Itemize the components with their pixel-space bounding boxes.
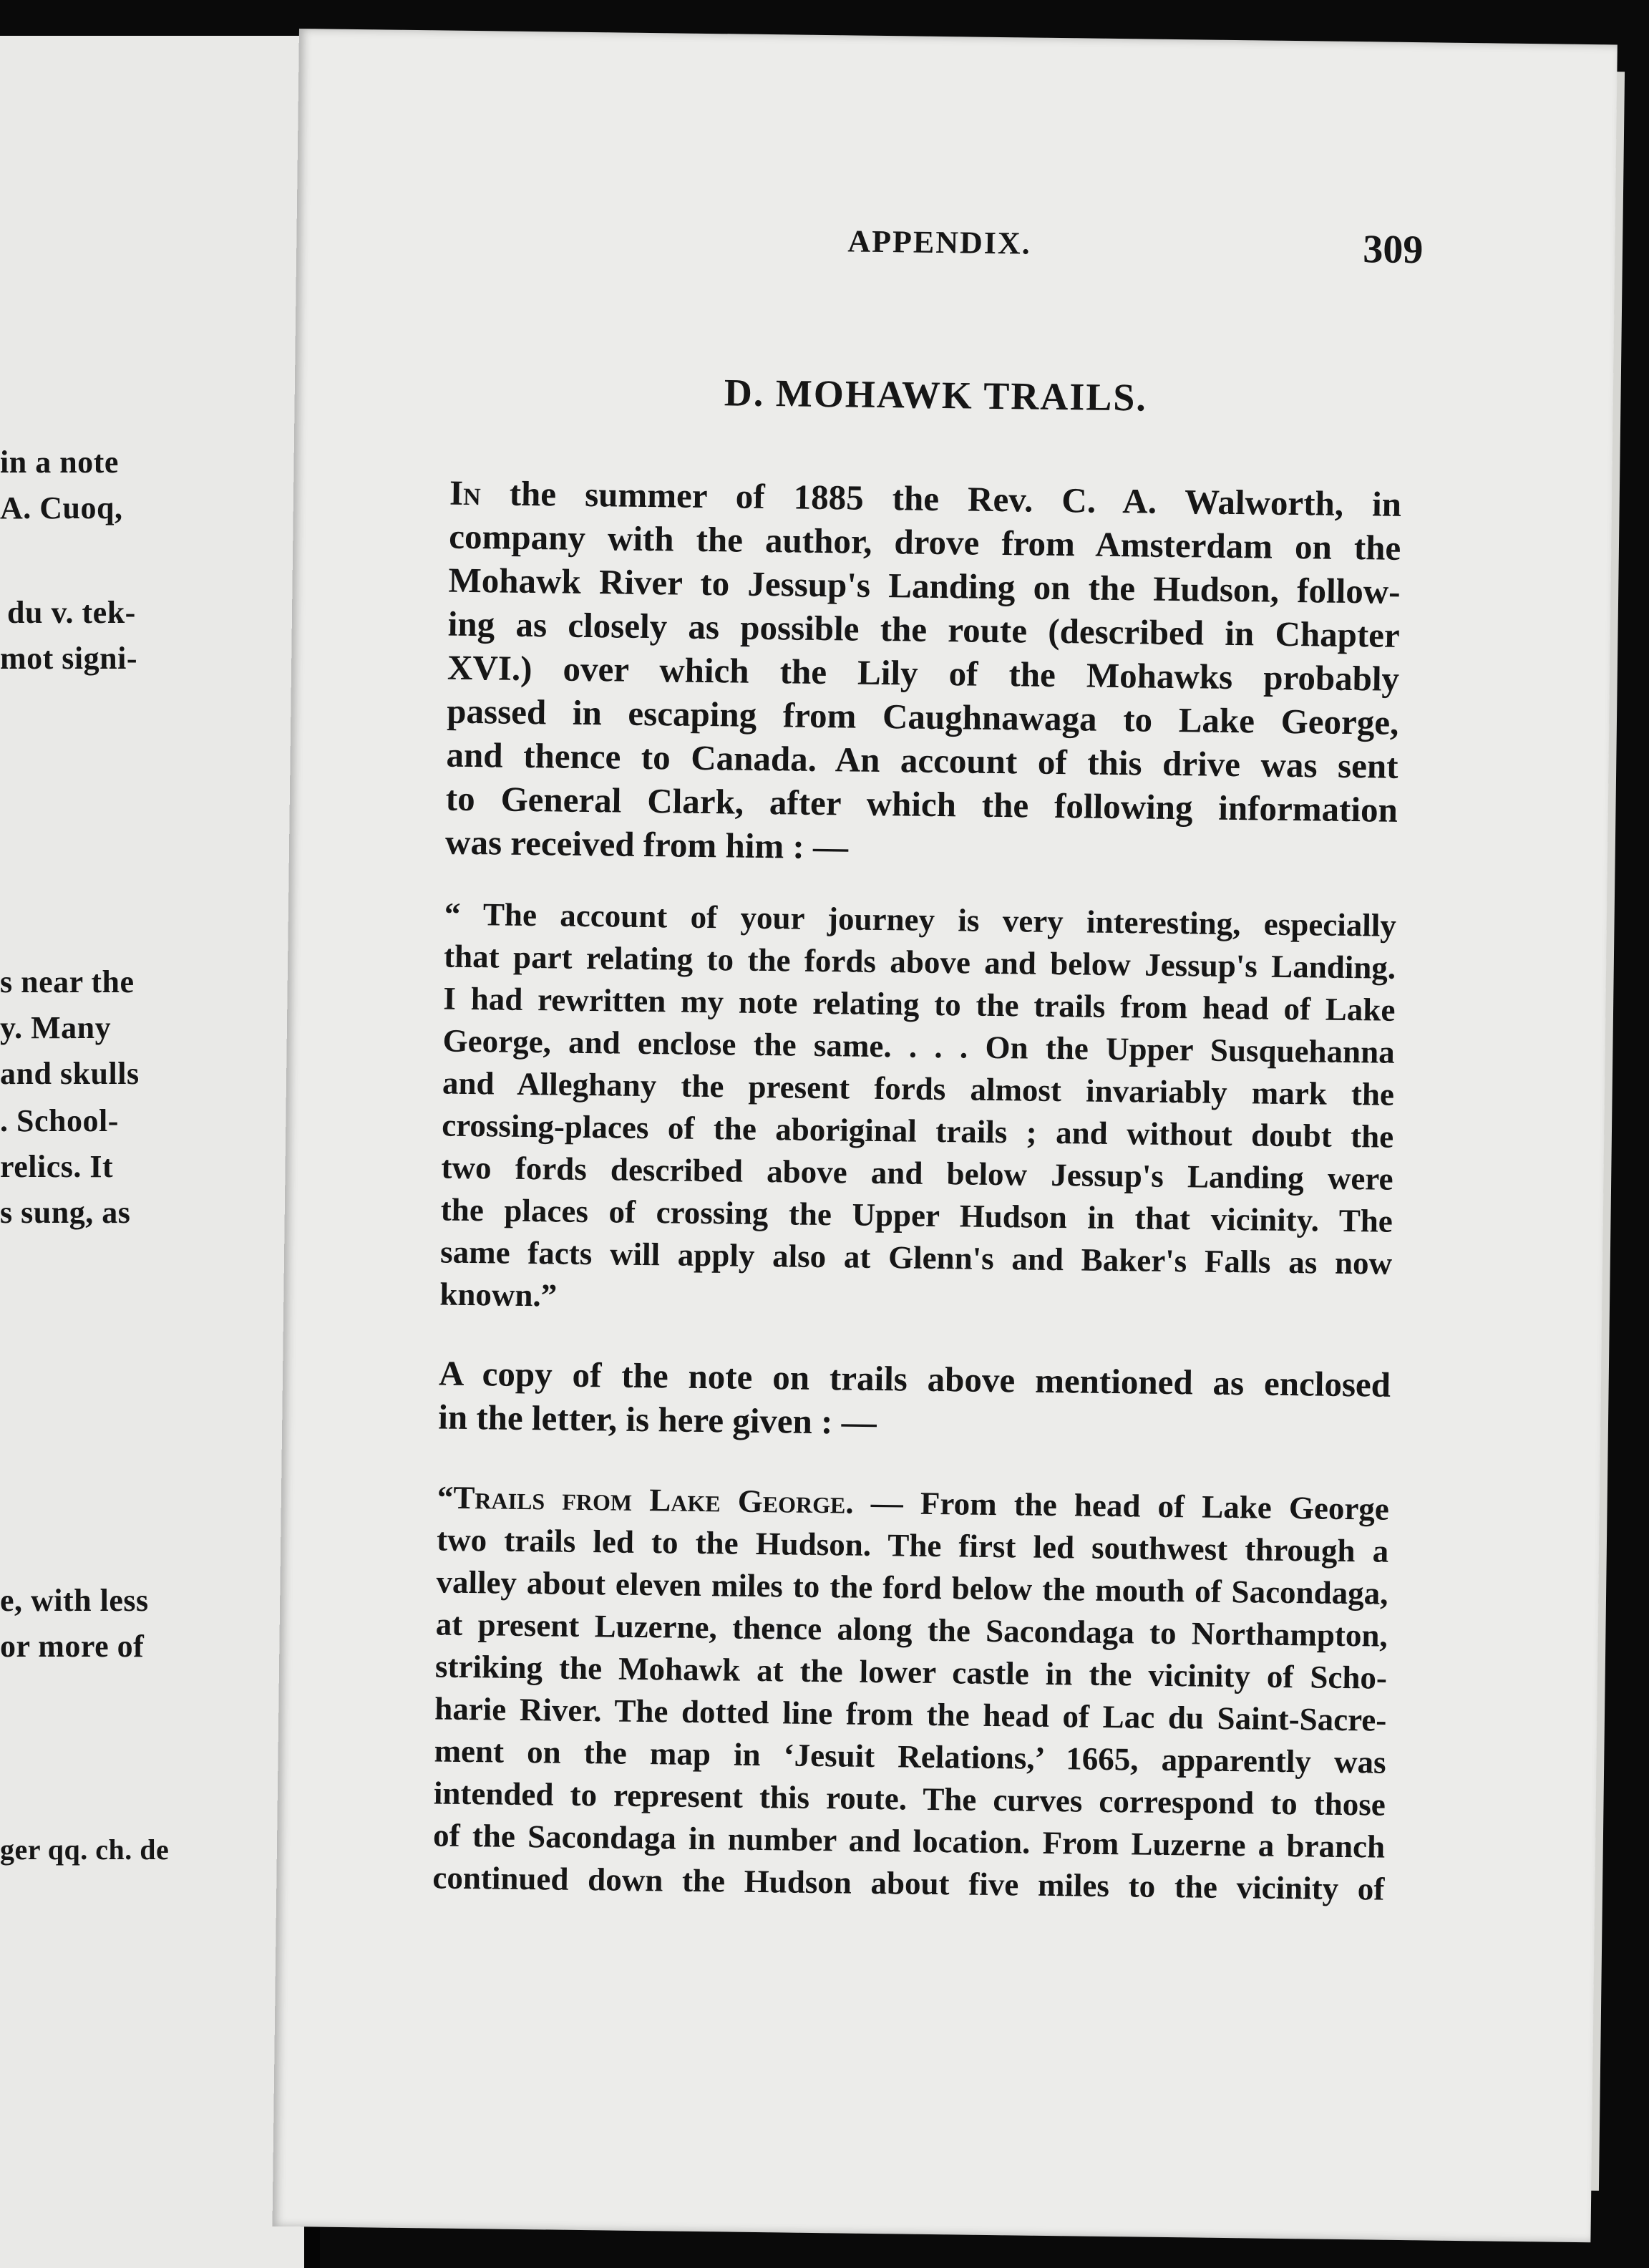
text-line: I had rewritten my note relating to the trails from head of Lake <box>443 980 1396 1028</box>
page-number: 309 <box>1362 227 1424 273</box>
text-line: was received from him : — <box>444 822 849 867</box>
text-line: Mohawk River to Jessup's Landing on the Hudson, follow- <box>448 560 1401 611</box>
quote-heading: “Trails from Lake George. <box>437 1479 854 1521</box>
section-title: D. MOHAWK TRAILS. <box>724 371 1148 420</box>
text-line: passed in escaping from Caughnawaga to Lake George, <box>447 691 1399 742</box>
paragraph-2 <box>438 1352 1391 1450</box>
running-head: APPENDIX. <box>847 223 1032 261</box>
text-line: known.” <box>439 1276 558 1314</box>
left-page-line: A. Cuoq, <box>0 490 123 525</box>
text-line: to General Clark, after which the following information <box>445 778 1399 830</box>
left-page-line: ger qq. ch. de <box>0 1833 170 1866</box>
text-line: and thence to Canada. An account of this drive was sent <box>446 735 1399 786</box>
text-line: A copy of the note on trails above mentioned as enclosed <box>438 1353 1391 1405</box>
text-line: harie River. The dotted line from the head of Lac du Saint-Sacre- <box>434 1690 1387 1738</box>
text-line: that part relating to the fords above and below Jessup's Landing. <box>443 938 1396 986</box>
text-line: ing as closely as possible the route (described in Chapter <box>447 604 1401 655</box>
left-page-line: and skulls <box>0 1056 140 1091</box>
text-line: intended to represent this route. The curves correspond to those <box>433 1775 1386 1823</box>
text-line: of the Sacondaga in number and location. From Luzerne a branch <box>432 1817 1386 1865</box>
text-line: in the letter, is here given : — <box>437 1397 877 1442</box>
text-line: same facts will apply also at Glenn's and Baker's Falls as now <box>439 1234 1393 1281</box>
text-line: valley about eleven miles to the ford below the mouth of Sacondaga, <box>436 1564 1388 1612</box>
text-line: striking the Mohawk at the lower castle in the vicinity of Scho- <box>434 1648 1388 1696</box>
text-line: two fords described above and below Jessup's Landing were <box>441 1149 1393 1197</box>
left-page-line: relics. It <box>0 1149 114 1184</box>
left-page-line: s sung, as <box>0 1195 131 1230</box>
text-line: crossing-places of the aboriginal trails ; and without doubt the <box>441 1107 1394 1155</box>
text-line: XVI.) over which the Lily of the Mohawks probably <box>447 647 1400 699</box>
left-page-line: y. Many <box>0 1010 112 1045</box>
text-line: at present Luzerne, thence along the Sacondaga to Northampton, <box>435 1606 1388 1654</box>
left-page-line: or more of <box>0 1629 145 1664</box>
left-page-line: in a note <box>0 445 119 480</box>
left-page-line: mot signi- <box>0 641 137 676</box>
text-line-rest: the summer of 1885 the Rev. C. A. Walworth, in <box>480 473 1402 524</box>
left-facing-page <box>0 36 309 2268</box>
paragraph-1 <box>445 471 1402 876</box>
text-line: company with the author, drove from Amsterdam on the <box>449 516 1401 568</box>
text-line: George, and enclose the same. . . . On the Upper Susquehanna <box>442 1022 1395 1070</box>
left-page-line: s near the <box>0 964 135 999</box>
text-line: the places of crossing the Upper Hudson in that vicinity. The <box>440 1191 1393 1239</box>
text-line: two trails led to the Hudson. The first led southwest through a <box>436 1521 1389 1569</box>
text-line: and Alleghany the present fords almost invariably mark the <box>442 1065 1395 1113</box>
main-page <box>272 29 1617 2242</box>
text-line: ment on the map in ‘Jesuit Relations,’ 1665, apparently was <box>434 1732 1386 1780</box>
drop-small-caps: In <box>449 472 482 513</box>
left-page-line: e, with less <box>0 1583 149 1618</box>
quote-1 <box>439 893 1396 1327</box>
text-line-rest: — From the head of Lake George <box>853 1484 1390 1527</box>
text-line: “ The account of your journey is very interesting, especially <box>444 896 1397 944</box>
quote-2 <box>432 1477 1389 1911</box>
left-page-line: . School- <box>0 1103 119 1138</box>
text-line: continued down the Hudson about five miles to the vicinity of <box>432 1859 1385 1907</box>
left-page-line: du v. tek- <box>7 595 136 630</box>
